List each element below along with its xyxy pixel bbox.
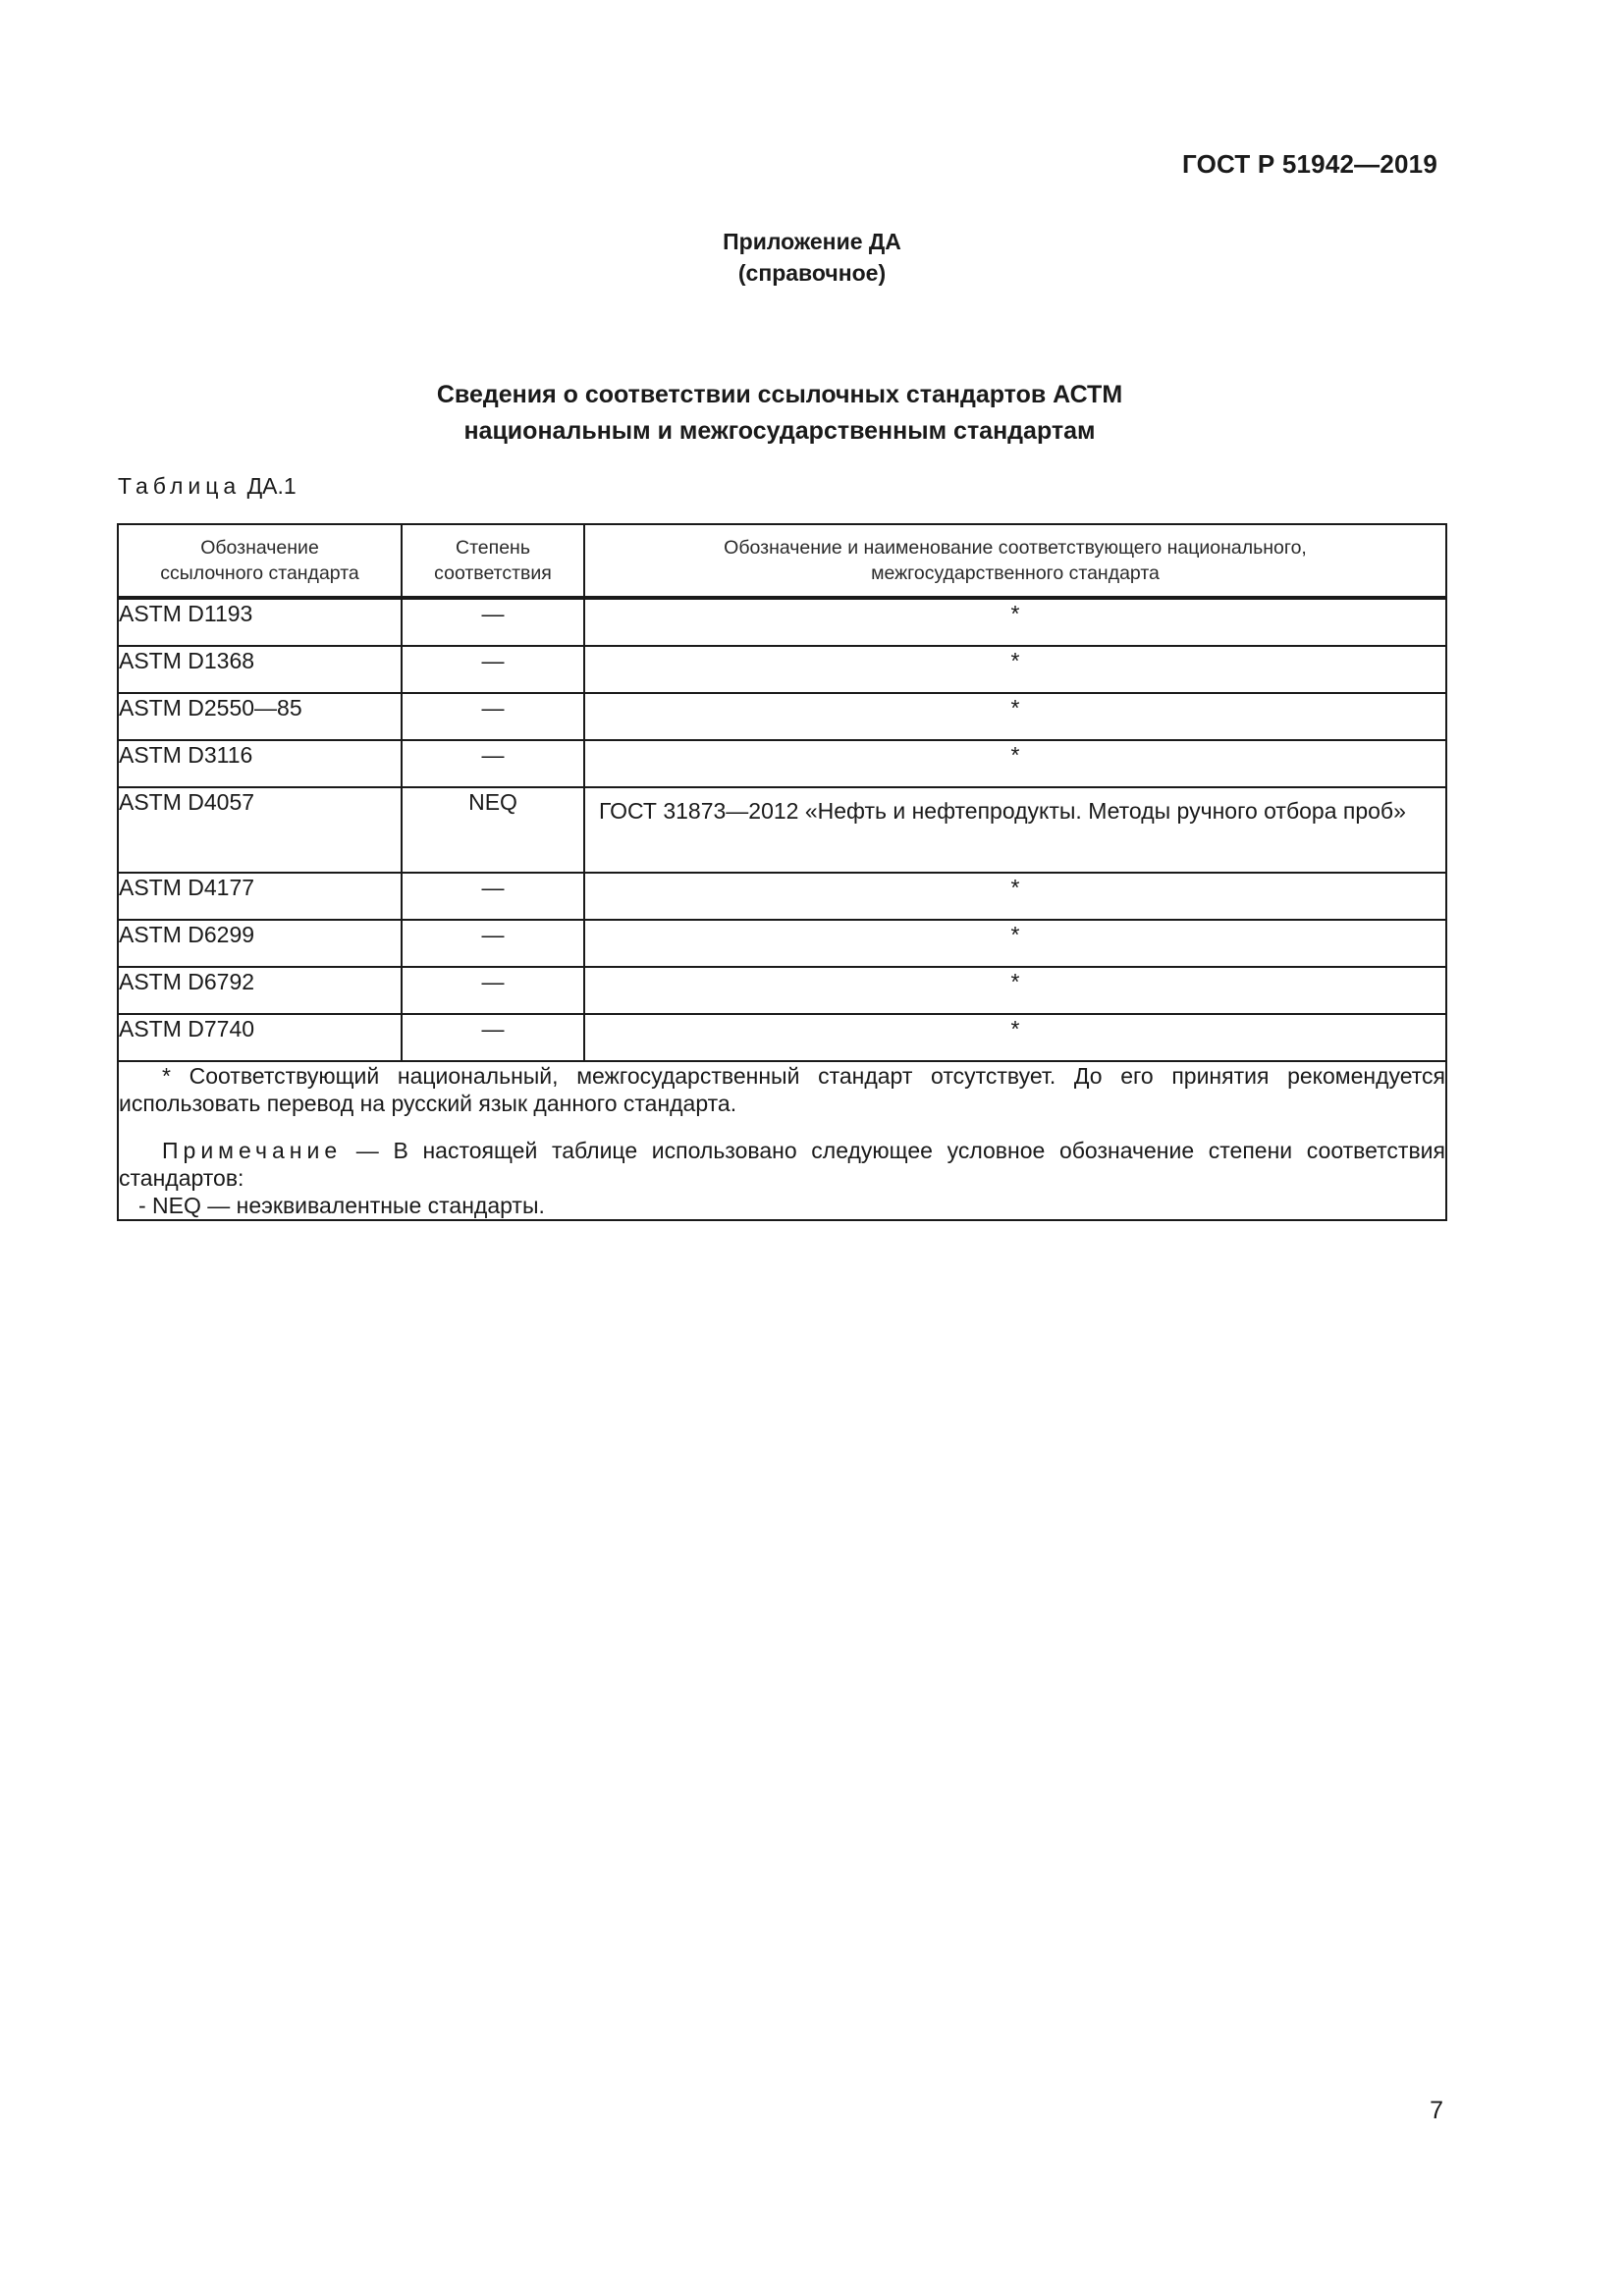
cell-reference: *	[584, 920, 1446, 967]
cell-reference: *	[584, 740, 1446, 787]
table-note	[119, 1137, 1445, 1192]
table-footer	[118, 1061, 1446, 1220]
cell-code: ASTM D2550—85	[118, 693, 402, 740]
column-header-reference-line-1: Обозначение и наименование соответствующего национального,	[724, 537, 1307, 559]
table-row	[118, 646, 1446, 693]
section-heading-line-1: Сведения о соответствии ссылочных стандартов АСТМ	[436, 381, 1123, 408]
cell-reference: *	[584, 598, 1446, 646]
section-heading-line-2: национальным и межгосударственным стандартам	[463, 417, 1096, 445]
table-footer-row	[118, 1061, 1446, 1220]
table-row	[118, 873, 1446, 920]
column-header-code	[118, 524, 402, 598]
cell-code: ASTM D4057	[118, 787, 402, 873]
cell-degree: —	[402, 873, 584, 920]
table-row	[118, 787, 1446, 873]
table-caption-number: ДА.1	[246, 473, 297, 499]
page-number: 7	[1430, 2097, 1443, 2124]
table-caption-word: Таблица	[118, 473, 242, 499]
table-header-row	[118, 524, 1446, 598]
cell-code: ASTM D3116	[118, 740, 402, 787]
table-row	[118, 740, 1446, 787]
table-row	[118, 598, 1446, 646]
appendix-title-block	[0, 226, 1624, 289]
column-header-reference	[584, 524, 1446, 598]
cell-degree: —	[402, 740, 584, 787]
table-row	[118, 967, 1446, 1014]
appendix-title: Приложение ДА	[723, 229, 901, 254]
cell-reference: *	[584, 646, 1446, 693]
cell-degree: —	[402, 693, 584, 740]
table-note-item: - NEQ — неэквивалентные стандарты.	[138, 1193, 545, 1218]
document-code: ГОСТ Р 51942—2019	[1182, 149, 1437, 179]
table-row	[118, 1014, 1446, 1061]
cell-code: ASTM D1368	[118, 646, 402, 693]
cell-degree: —	[402, 1014, 584, 1061]
cell-degree: NEQ	[402, 787, 584, 873]
cell-degree: —	[402, 920, 584, 967]
cell-code: ASTM D4177	[118, 873, 402, 920]
column-header-degree	[402, 524, 584, 598]
cell-reference: *	[584, 873, 1446, 920]
cell-reference: *	[584, 967, 1446, 1014]
cell-reference: ГОСТ 31873—2012 «Нефть и нефтепродукты. Методы ручного отбора проб»	[584, 787, 1446, 873]
table-row	[118, 693, 1446, 740]
cell-code: ASTM D6299	[118, 920, 402, 967]
column-header-code-line-1: Обозначение	[200, 537, 319, 559]
correspondence-table	[117, 523, 1447, 1221]
cell-degree: —	[402, 598, 584, 646]
column-header-degree-line-1: Степень	[456, 537, 530, 559]
cell-reference: *	[584, 1014, 1446, 1061]
table-row	[118, 920, 1446, 967]
appendix-subtitle: (справочное)	[737, 260, 887, 286]
cell-code: ASTM D1193	[118, 598, 402, 646]
cell-degree: —	[402, 967, 584, 1014]
table-note-text: — В настоящей таблице использовано следующее условное обозначение степени соответствия стандартов:	[119, 1138, 1445, 1191]
cell-code: ASTM D6792	[118, 967, 402, 1014]
column-header-degree-line-2: соответствия	[434, 562, 552, 584]
cell-reference: *	[584, 693, 1446, 740]
table-note-label: Примечание	[162, 1138, 343, 1163]
table-footnote: * Соответствующий национальный, межгосударственный стандарт отсутствует. До его принятия рекомендуется использовать перевод на русский язык данного стандарта.	[119, 1063, 1445, 1116]
column-header-code-line-2: ссылочного стандарта	[160, 562, 359, 584]
cell-code: ASTM D7740	[118, 1014, 402, 1061]
table-caption	[118, 473, 297, 500]
section-heading	[0, 377, 1559, 450]
column-header-reference-line-2: межгосударственного стандарта	[871, 562, 1160, 584]
cell-degree: —	[402, 646, 584, 693]
